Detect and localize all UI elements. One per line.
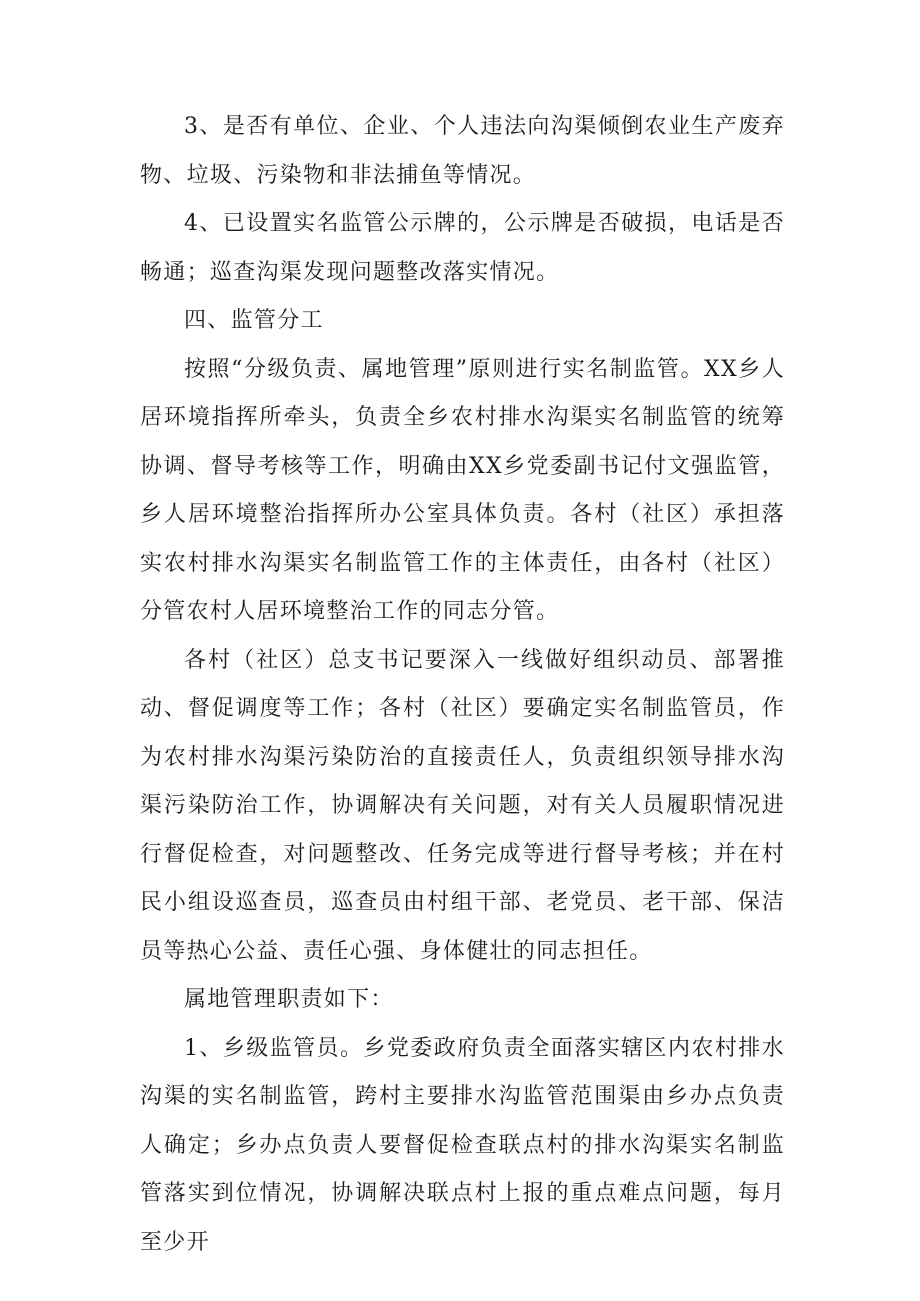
paragraph-township-supervisor: 1、乡级监管员。乡党委政府负责全面落实辖区内农村排水沟渠的实名制监管，跨村主要排水沟监管范围渠由乡办点负责人确定；乡办点负责人要督促检查联点村的排水沟渠实名制监管落实到位情况，协调解决联点村上报的重点难点问题，每月至少开 xyxy=(140,1035,785,1255)
paragraph-village-duties: 各村（社区）总支书记要深入一线做好组织动员、部署推动、督促调度等工作；各村（社区）要确定实名制监管员，作为农村排水沟渠污染防治的直接责任人，负责组织领导排水沟渠污染防治工作，协调解决有关问题，对有关人员履职情况进行督促检查，对问题整改、任务完成等进行督导考核；并在村民小组设巡查员，巡查员由村组干部、老党员、老干部、保洁员等热心公益、责任心强、身体健壮的同志担任。 xyxy=(140,647,785,964)
paragraph-item-3: 3、是否有单位、企业、个人违法向沟渠倾倒农业生产废弃物、垃圾、污染物和非法捕鱼等情况。 xyxy=(140,114,785,188)
document-body xyxy=(140,103,785,1267)
paragraph-territorial-intro: 属地管理职责如下： xyxy=(184,987,394,1012)
paragraph-item-4: 4、已设置实名监管公示牌的，公示牌是否破损，电话是否畅通；巡查沟渠发现问题整改落实情况。 xyxy=(140,211,785,285)
paragraph-principle: 按照“分级负责、属地管理”原则进行实名制监管。XX乡人居环境指挥所牵头，负责全乡农村排水沟渠实名制监管的统筹协调、督导考核等工作，明确由XX乡党委副书记付文强监管，乡人居环境整治指挥所办公室具体负责。各村（社区）承担落实农村排水沟渠实名制监管工作的主体责任，由各村（社区）分管农村人居环境整治工作的同志分管。 xyxy=(140,356,785,624)
section-heading-supervision-division: 四、监管分工 xyxy=(184,308,324,333)
